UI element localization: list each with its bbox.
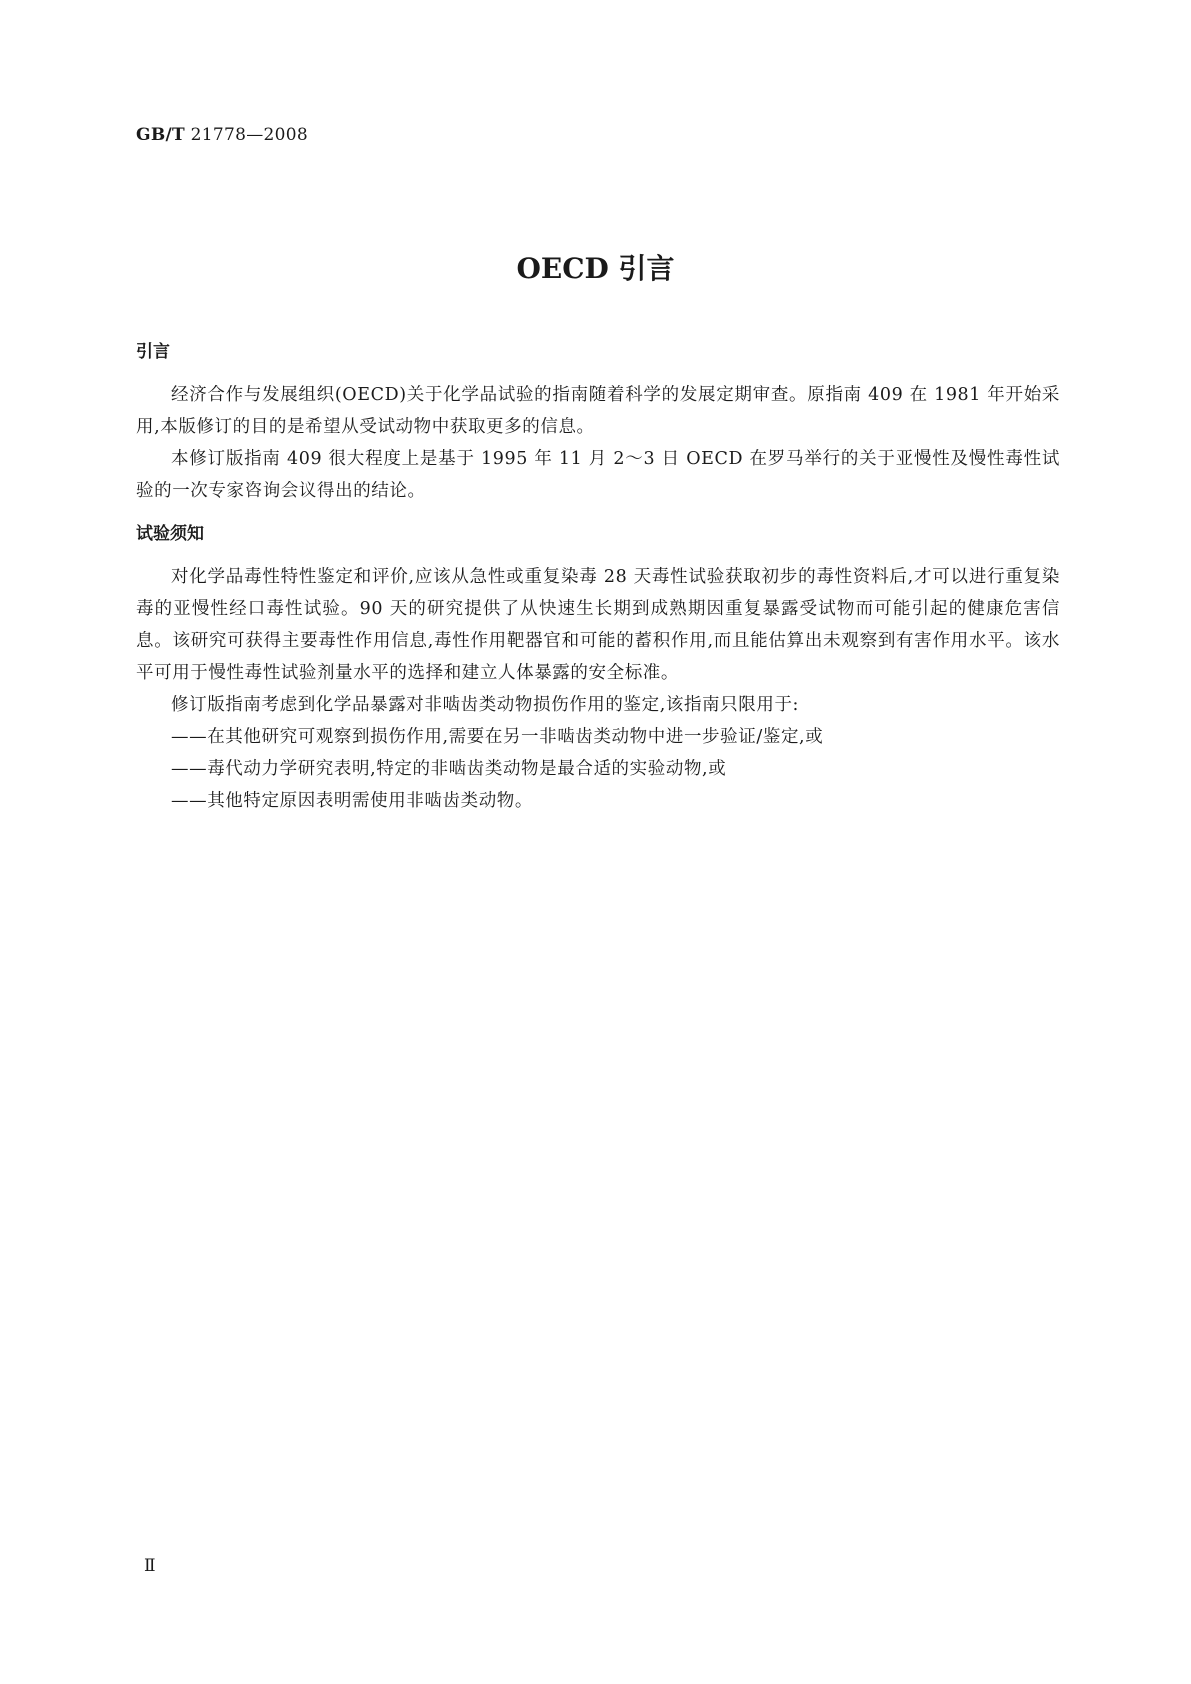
notes-paragraph-2: 修订版指南考虑到化学品暴露对非啮齿类动物损伤作用的鉴定,该指南只限用于: xyxy=(171,695,800,715)
intro-paragraph-1: 经济合作与发展组织(OECD)关于化学品试验的指南随着科学的发展定期审查。原指南 409 在 1981 年开始采用,本版修订的目的是希望从受试动物中获取更多的信息。 xyxy=(136,385,1060,437)
notes-list-item-2: ——毒代动力学研究表明,特定的非啮齿类动物是最合适的实验动物,或 xyxy=(171,759,727,779)
intro-paragraph-2: 本修订版指南 409 很大程度上是基于 1995 年 11 月 2～3 日 OECD 在罗马举行的关于亚慢性及慢性毒性试验的一次专家咨询会议得出的结论。 xyxy=(136,449,1060,501)
standard-number: 21778—2008 xyxy=(190,125,309,145)
notes-list-item-3: ——其他特定原因表明需使用非啮齿类动物。 xyxy=(171,791,533,811)
section-heading-test-notes: 试验须知 xyxy=(136,524,204,544)
notes-list-item-1: ——在其他研究可观察到损伤作用,需要在另一非啮齿类动物中进一步验证/鉴定,或 xyxy=(171,727,824,747)
page-number: Ⅱ xyxy=(144,1556,156,1576)
page-title: OECD 引言 xyxy=(516,251,675,285)
standard-prefix: GB/T xyxy=(136,125,185,145)
standard-code xyxy=(136,125,308,145)
document-body xyxy=(136,337,1060,817)
notes-paragraph-1: 对化学品毒性特性鉴定和评价,应该从急性或重复染毒 28 天毒性试验获取初步的毒性资料后,才可以进行重复染毒的亚慢性经口毒性试验。90 天的研究提供了从快速生长期到成熟期因重复暴露受试物而可能引起的健康危害信息。该研究可获得主要毒性作用信息,毒性作用靶器官和可能的蓄积作用,而且能估算出未观察到有害作用水平。该水平可用于慢性毒性试验剂量水平的选择和建立人体暴露的安全标准。 xyxy=(136,567,1060,683)
section-heading-introduction: 引言 xyxy=(136,342,170,362)
